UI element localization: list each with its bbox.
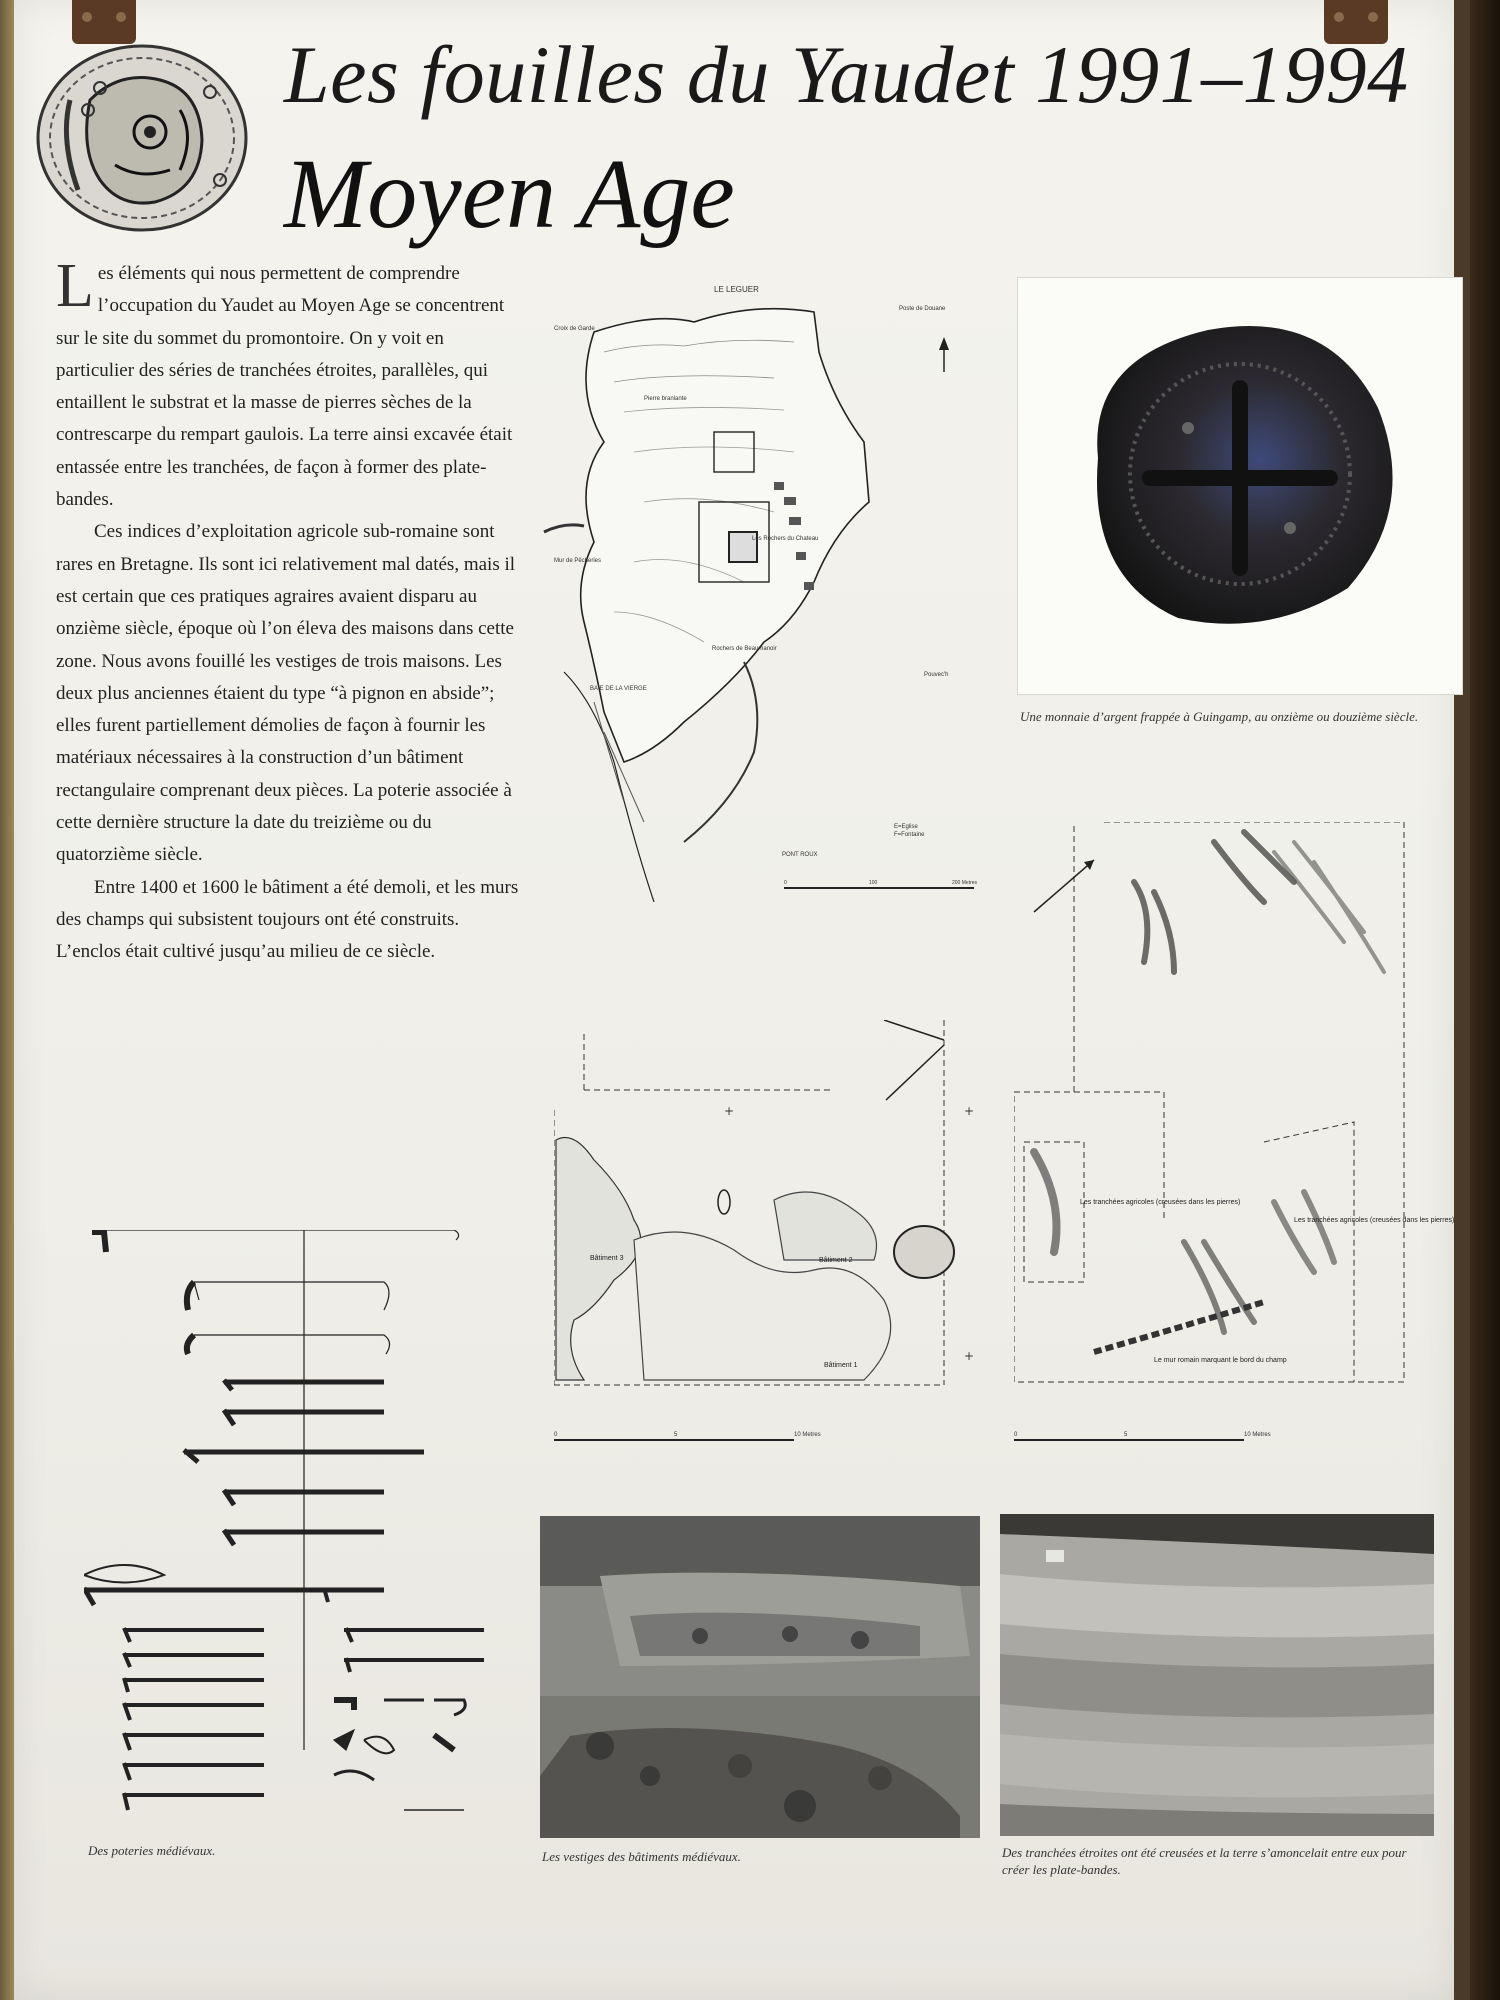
svg-text:Poste de Douane: Poste de Douane [899,306,946,312]
svg-text:10 Metres: 10 Metres [794,1432,821,1438]
svg-text:Bâtiment 3: Bâtiment 3 [590,1255,624,1262]
svg-text:Les Rochers du Chateau: Les Rochers du Chateau [752,536,819,542]
page-subtitle: Moyen Age [284,138,735,249]
pottery-caption: Des poteries médiévaux. [88,1843,216,1858]
svg-text:Rochers de Beaumanoir: Rochers de Beaumanoir [712,646,777,652]
svg-text:5: 5 [674,1432,678,1438]
intro-paragraph-1: es éléments qui nous permettent de comprendre l’occupation du Yaudet au Moyen Age se concentrent sur le site du sommet du promontoire. On y voit en particulier des séries de tranchées étroites, parallèles, qui entaillent le substrat et la masse de pierres sèches de la contrescarpe du rempart gaulois. La terre ainsi excavée était entassée entre les tranchées, de façon à former des plate-bandes. [56,263,513,511]
svg-text:F=Fontaine: F=Fontaine [894,832,925,838]
svg-text:Pouvec'h: Pouvec'h [924,672,949,678]
mounting-bracket-left [72,0,136,44]
coin-caption: Une monnaie d’argent frappée à Guingamp, au onzième ou douzième siècle. [1020,709,1419,724]
dropcap: L [56,252,94,320]
svg-text:10 Metres: 10 Metres [1244,1432,1271,1438]
svg-text:Le mur romain marquant le bord: Le mur romain marquant le bord du champ [1154,1357,1287,1364]
page-title: Les fouilles du Yaudet 1991–1994 [284,29,1409,120]
svg-text:100: 100 [869,880,878,886]
svg-text:0: 0 [1014,1432,1018,1438]
svg-text:Bâtiment 1: Bâtiment 1 [824,1362,858,1369]
svg-text:5: 5 [1124,1432,1128,1438]
svg-text:Pierre branlante: Pierre branlante [644,396,687,402]
buildings-photo-caption: Les vestiges des bâtiments médiévaux. [542,1849,741,1864]
svg-text:PONT ROUX: PONT ROUX [782,852,818,858]
pottery-drawings [84,1230,524,1820]
coin-photo-frame [1018,278,1462,694]
trenches-photo [1000,1514,1434,1836]
svg-text:E=Eglise: E=Eglise [894,824,918,830]
trenches-plan [1014,822,1454,1452]
svg-text:Croix de Garde: Croix de Garde [554,326,595,332]
svg-text:Les tranchées agricoles (creus: Les tranchées agricoles (creusées dans les pierres) [1294,1217,1454,1224]
wall-right [1470,0,1500,2000]
info-panel [14,0,1454,2000]
svg-text:+: + [964,1104,975,1118]
map-label-leguer: LE LEGUER [714,285,759,294]
svg-text:Les tranchées agricoles (creus: Les tranchées agricoles (creusées dans les pierres) [1080,1199,1241,1206]
intro-text [56,252,526,969]
intro-paragraph-2: Ces indices d’exploitation agricole sub-romaine sont rares en Bretagne. Ils sont ici relativement mal datés, mais il est certain que ces pratiques agraires avaient disparu au onzième siècle, époque où l’on éleva des maisons dans cette zone. Nous avons fouillé les vestiges de trois maisons. Les deux plus anciennes étaient du type “à pignon en abside”; elles furent partiellement démolies de façon à fournir les matériaux nécessaires à la construction d’un bâtiment rectangulaire comprenant deux pièces. La poterie associée à cette dernière structure la date du treizième ou du quatorzième siècle. [56,521,516,866]
medieval-coin-photo [1018,278,1462,694]
site-map [534,282,1004,902]
svg-text:200 Metres: 200 Metres [952,880,978,886]
svg-text:+: + [964,1349,975,1363]
svg-text:BAIE DE LA VIERGE: BAIE DE LA VIERGE [590,686,647,692]
trenches-photo-caption: Des tranchées étroites ont été creusées et la terre s’amoncelait entre eux pour créer les plate-bandes. [1002,1845,1407,1877]
svg-text:Bâtiment 2: Bâtiment 2 [819,1257,853,1264]
buildings-plan [554,1020,994,1450]
intro-paragraph-3: Entre 1400 et 1600 le bâtiment a été demoli, et les murs des champs qui subsistent toujours ont été construits. L’enclos était cultivé jusqu’au milieu de ce siècle. [56,876,519,963]
wall-left [0,0,14,2000]
buildings-photo [540,1516,980,1838]
celtic-coin-illustration [30,40,254,236]
svg-text:0: 0 [784,880,787,886]
svg-text:Mur de Pêcheries: Mur de Pêcheries [554,558,602,564]
svg-text:0: 0 [554,1432,558,1438]
svg-text:+: + [724,1104,735,1118]
